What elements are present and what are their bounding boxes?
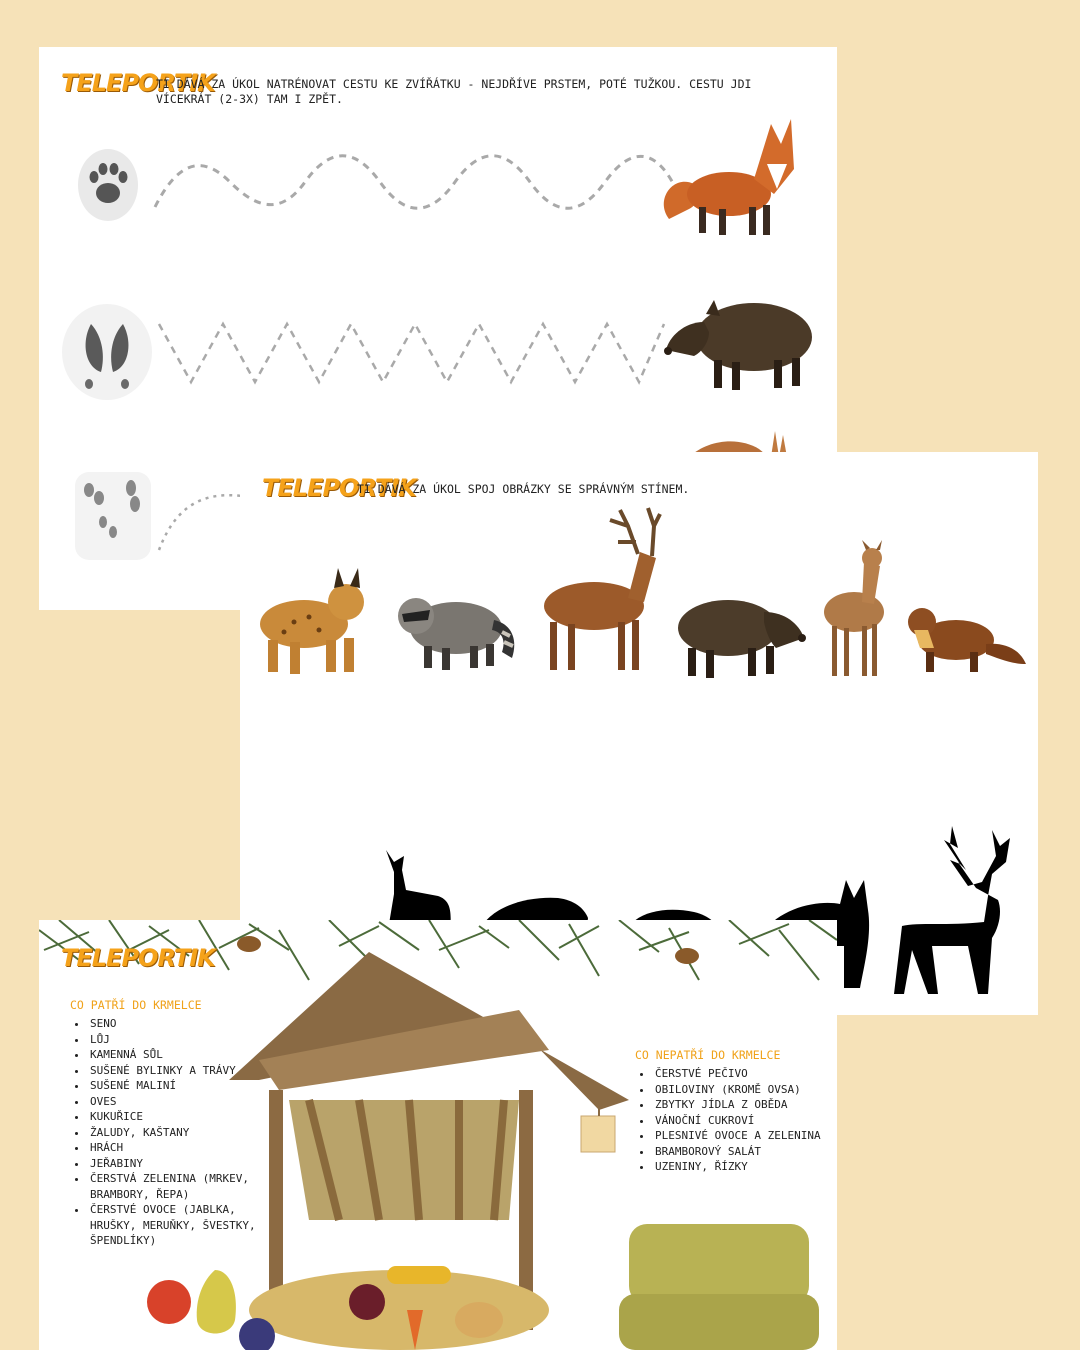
not-belongs-list-column [635,1048,825,1175]
teleportik-logo: TELEPORTIK [262,474,416,502]
paw-print-icon [77,147,139,222]
rabbit-tracks-icon [73,470,153,562]
belongs-list [70,1016,260,1249]
instruction-text: TI DÁVÁ ZA ÚKOL SPOJ OBRÁZKY SE SPRÁVNÝM STÍNEM. [357,482,690,496]
roe-deer-silhouette-icon[interactable] [380,850,454,930]
list-item: • JEŘABINY [88,1156,260,1172]
belongs-list-column [70,998,260,1249]
teleportik-logo: TELEPORTIK [61,69,215,97]
list-item: • ČERSTVÁ ZELENINA (MRKEV, BRAMBORY, ŘEPA) [88,1171,260,1202]
not-belongs-title: CO NEPATŘÍ DO KRMELCE [635,1048,781,1062]
list-item: • ČERSTVÉ OVOCE (JABLKA, HRUŠKY, MERUŇKY, ŠVESTKY, ŠPENDLÍKY) [88,1202,260,1249]
instruction-text: TI DÁVÁ ZA ÚKOL NATRÉNOVAT CESTU KE ZVÍŘÁTKU - NEJDŘÍVE PRSTEM, POTÉ TUŽKOU. CESTU JDI VÍCEKRÁT (2-3X) TAM I ZPĚT. [156,77,752,106]
fox-icon [659,109,799,239]
list-item: • LŮJ [88,1032,260,1048]
red-deer-stag-icon[interactable] [536,506,664,674]
list-item: • ZBYTKY JÍDLA Z OBĚDA [653,1097,825,1113]
boar-icon [664,282,816,394]
list-item: • SUŠENÉ MALINÍ [88,1078,260,1094]
list-item: • SUŠENÉ BYLINKY A TRÁVY [88,1063,260,1079]
list-item: • OBILOVINY (KROMĚ OVSA) [653,1082,825,1098]
wave-trace-path[interactable] [155,157,675,217]
list-item: • KAMENNÁ SŮL [88,1047,260,1063]
roe-deer-icon[interactable] [816,540,892,680]
list-item: • SENO [88,1016,260,1032]
not-belongs-list [635,1066,825,1175]
boar-icon[interactable] [672,582,806,680]
list-item: • PLESNIVÉ OVOCE A ZELENINA [653,1128,825,1144]
hay-bale-icon [619,1210,819,1350]
hoof-print-icon [61,302,153,402]
list-item: • BRAMBOROVÝ SALÁT [653,1144,825,1160]
list-item: • OVES [88,1094,260,1110]
raccoon-icon[interactable] [394,580,520,672]
list-item: • VÁNOČNÍ CUKROVÍ [653,1113,825,1129]
list-item: • HRÁCH [88,1140,260,1156]
list-item: • UZENINY, ŘÍZKY [653,1159,825,1175]
marten-icon[interactable] [906,592,1028,676]
arc-trace-path[interactable] [157,492,247,552]
worksheet-feeder-guide [39,920,837,1350]
list-item: • ŽALUDY, KAŠTANY [88,1125,260,1141]
belongs-title: CO PATŘÍ DO KRMELCE [70,998,202,1012]
stag-silhouette-icon[interactable] [888,826,1014,994]
list-item: • ČERSTVÉ PEČIVO [653,1066,825,1082]
list-item: • KUKUŘICE [88,1109,260,1125]
zigzag-trace-path[interactable] [159,319,669,387]
teleportik-logo: TELEPORTIK [61,944,215,972]
fruit-vegetables-icon [139,1250,529,1350]
lynx-icon[interactable] [254,562,374,677]
